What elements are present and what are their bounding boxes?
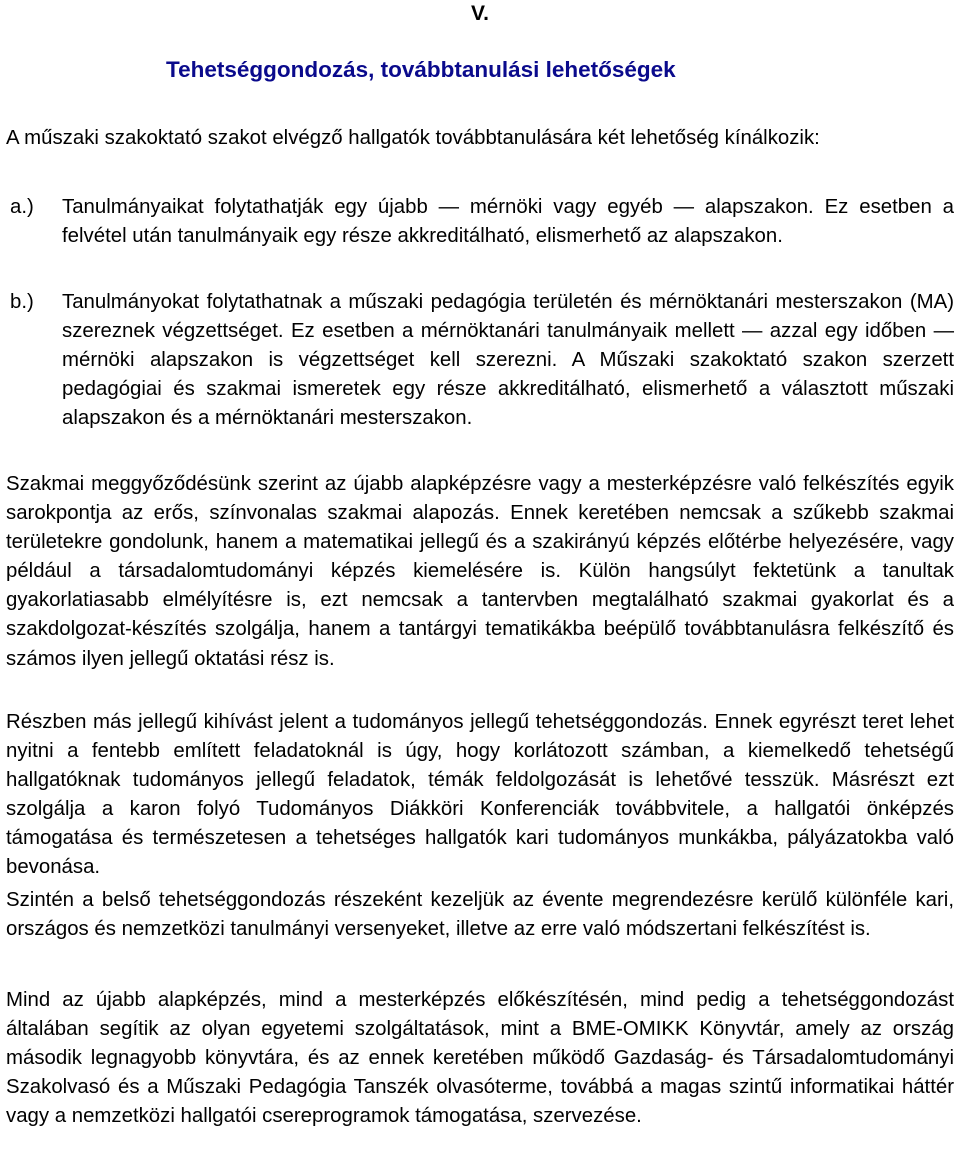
option-marker-b: b.)	[10, 291, 34, 313]
intro-paragraph: A műszaki szakoktató szakot elvégző hallgatók továbbtanulására két lehetőség kínálkozik:	[6, 127, 820, 149]
body-paragraph: Részben más jellegű kihívást jelent a tudományos jellegű tehetséggondozás. Ennek egyrészt teret lehet nyitni a fentebb említett feladatoknál is úgy, hogy korlátozott számban, a kiemelkedő tehetségű hallgatóknak tudományos jellegű feladatok, témák feldolgozását is lehetővé tesszük. Másrészt ezt szolgálja a karon folyó Tudományos Diákköri Konferenciák továbbvitele, a hallgatói önképzés támogatása és természetesen a tehetséges hallgatók kari tudományos munkákba, pályázatokba való bevonása.	[6, 711, 954, 879]
body-paragraph: Szakmai meggyőződésünk szerint az újabb alapképzésre vagy a mesterképzésre való felkészítés egyik sarokpontja az erős, színvonalas szakmai alapozás. Ennek keretében nemcsak a szűkebb szakmai területekre gondolunk, hanem a matematikai jellegű és a szakirányú képzés előtérbe helyezésére, vagy például a társadalomtudományi képzés kiemelésére is. Külön hangsúlyt fektetünk a tanultak gyakorlatiasabb elmélyítésre is, ezt nemcsak a tantervben megtalálható szakmai gyakorlat és a szakdolgozat-készítés szolgálja, hanem a tantárgyi tematikákba beépülő továbbtanulásra felkészítő és számos ilyen jellegű oktatási rész is.	[6, 473, 954, 670]
option-text-b: Tanulmányokat folytathatnak a műszaki pedagógia területén és mérnöktanári mesterszakon (MA) szereznek végzettséget. Ez esetben a mérnöktanári tanulmányaik mellett — azzal egy időben — mérnöki alapszakon is végzettséget kell szerezni. A Műszaki szakoktató szakon szerzett pedagógiai és szakmai ismeretek egy része akkreditálható, elismerhető a választott műszaki alapszakon és a mérnöktanári mesterszakon.	[62, 291, 954, 430]
body-paragraph: Mind az újabb alapképzés, mind a mesterképzés előkészítésén, mind pedig a tehetséggondozást általában segítik az olyan egyetemi szolgáltatások, mint a BME-OMIKK Könyvtár, amely az ország második legnagyobb könyvtára, és az ennek keretében működő Gazdaság- és Társadalomtudományi Szakolvasó és a Műszaki Pedagógia Tanszék olvasóterme, továbbá a magas szintű informatikai háttér vagy a nemzetközi hallgatói csereprogramok támogatása, szervezése.	[6, 989, 954, 1128]
option-text-a: Tanulmányaikat folytathatják egy újabb — mérnöki vagy egyéb — alapszakon. Ez esetben a felvétel után tanulmányaik egy része akkreditálható, elismerhető az alapszakon.	[62, 196, 954, 248]
page-title: Tehetséggondozás, továbbtanulási lehetőségek	[166, 57, 676, 82]
option-item-b	[6, 288, 954, 433]
body-paragraph: Szintén a belső tehetséggondozás részeként kezeljük az évente megrendezésre kerülő különféle kari, országos és nemzetközi tanulmányi versenyeket, illetve az erre való módszertani felkészítést is.	[6, 889, 954, 941]
option-marker-a: a.)	[10, 196, 34, 218]
option-item-a	[6, 193, 954, 251]
chapter-number: V.	[471, 2, 489, 25]
